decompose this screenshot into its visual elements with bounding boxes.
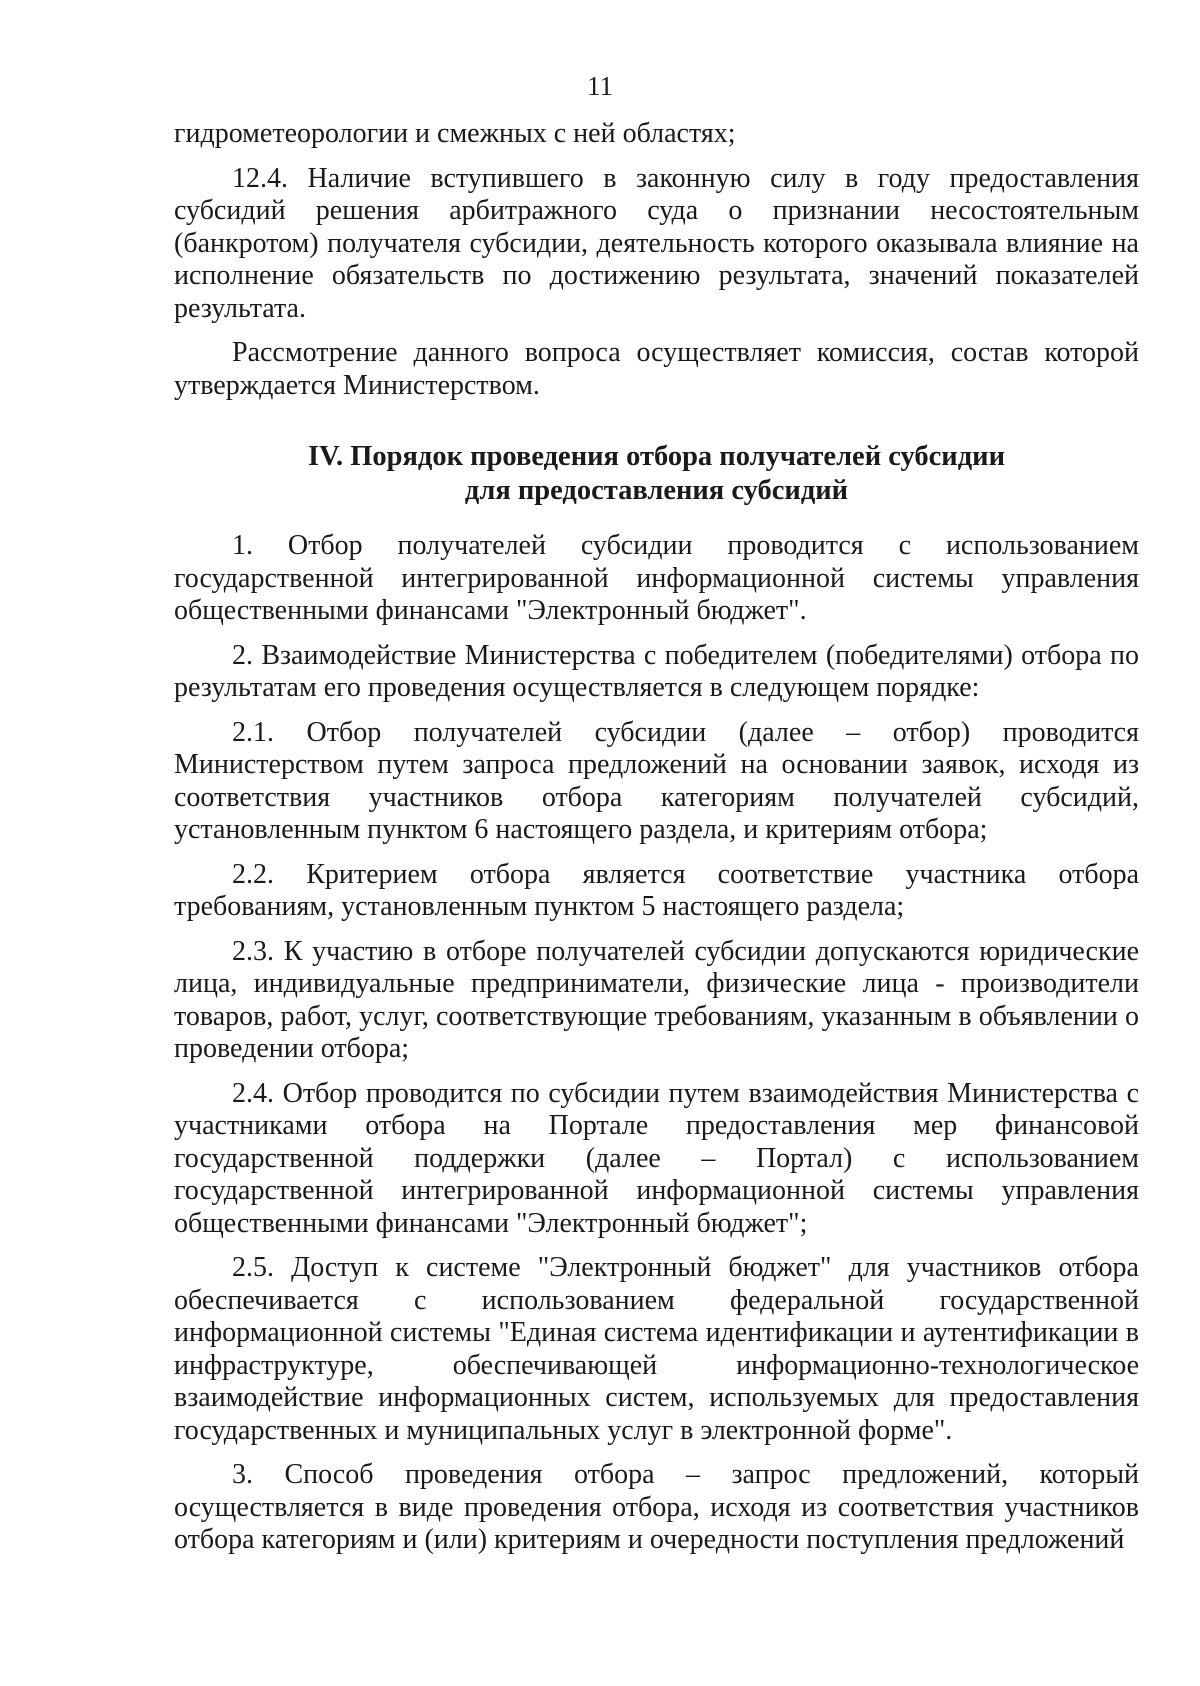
paragraph-commission: Рассмотрение данного вопроса осуществляет комиссия, состав которой утверждается Министерством. xyxy=(174,337,1139,401)
section-heading xyxy=(174,440,1139,508)
paragraph-item-2-5: 2.5. Доступ к системе "Электронный бюджет" для участников отбора обеспечивается с использованием федеральной государственной информационной системы "Единая система идентификации и аутентификации в инфраструктуре, обеспечивающей информационно-технологическое взаимодействие информационных систем, используемых для предоставления государственных и муниципальных услуг в электронной форме". xyxy=(174,1252,1139,1446)
section-heading-line-1: IV. Порядок проведения отбора получателей субсидии xyxy=(308,441,1005,472)
paragraph-12-4: 12.4. Наличие вступившего в законную силу в году предоставления субсидий решения арбитражного суда о признании несостоятельным (банкротом) получателя субсидии, деятельность которого оказывала влияние на исполнение обязательств по достижению результата, значений показателей результата. xyxy=(174,162,1139,324)
section-heading-line-2: для предоставления субсидий xyxy=(464,475,849,506)
paragraph-item-1: 1. Отбор получателей субсидии проводится с использованием государственной интегрированной информационной системы управления общественными финансами "Электронный бюджет". xyxy=(174,530,1139,626)
page-number: 11 xyxy=(587,71,613,101)
paragraph-item-2: 2. Взаимодействие Министерства с победителем (победителями) отбора по результатам его проведения осуществляется в следующем порядке: xyxy=(174,639,1139,703)
paragraph-item-2-3: 2.3. К участию в отборе получателей субсидии допускаются юридические лица, индивидуальные предприниматели, физические лица - производители товаров, работ, услуг, соответствующие требованиям, указанным в объявлении о проведении отбора; xyxy=(174,935,1139,1064)
paragraph-item-2-1: 2.1. Отбор получателей субсидии (далее – отбор) проводится Министерством путем запроса предложений на основании заявок, исходя из соответствия участников отбора категориям получателей субсидий, установленным пунктом 6 настоящего раздела, и критериям отбора; xyxy=(174,716,1139,845)
paragraph-continuation: гидрометеорологии и смежных с ней областях; xyxy=(174,118,736,149)
paragraph-item-3: 3. Способ проведения отбора – запрос предложений, который осуществляется в виде проведения отбора, исходя из соответствия участников отбора категориям и (или) критериям и очередности поступления предложений xyxy=(174,1459,1139,1555)
paragraph-item-2-2: 2.2. Критерием отбора является соответствие участника отбора требованиям, установленным пунктом 5 настоящего раздела; xyxy=(174,858,1139,922)
document-body xyxy=(174,118,1139,1569)
paragraph-item-2-4: 2.4. Отбор проводится по субсидии путем взаимодействия Министерства с участниками отбора на Портале предоставления мер финансовой государственной поддержки (далее – Портал) с использованием государственной интегрированной информационной системы управления общественными финансами "Электронный бюджет"; xyxy=(174,1077,1139,1239)
